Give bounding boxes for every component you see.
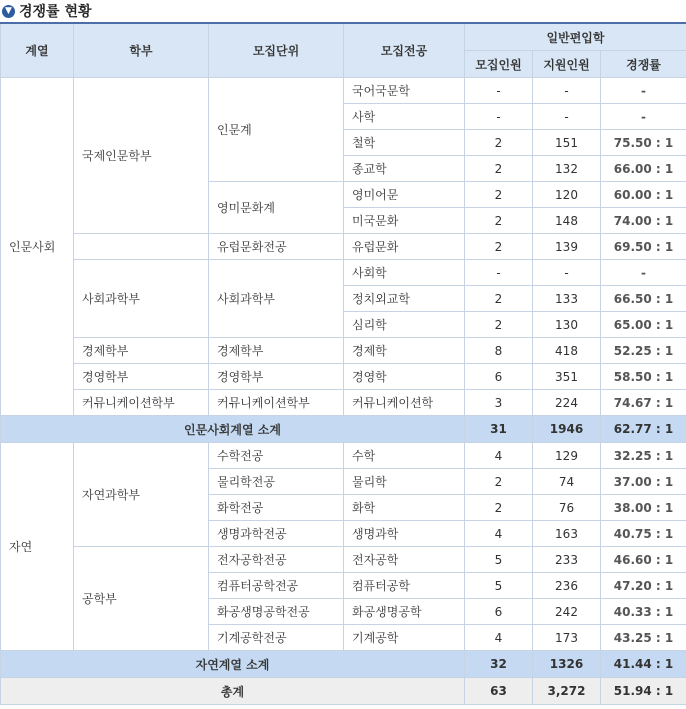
quota-cell: 2 <box>465 130 533 156</box>
quota-cell: - <box>465 104 533 130</box>
applicants-cell: 120 <box>533 182 601 208</box>
rate-cell: - <box>601 104 686 130</box>
applicants-cell: 130 <box>533 312 601 338</box>
major-cell: 전자공학 <box>344 547 465 573</box>
table-row <box>1 338 686 364</box>
unit-cell: 물리학전공 <box>209 469 344 495</box>
major-cell: 컴퓨터공학 <box>344 573 465 599</box>
unit-cell: 생명과학전공 <box>209 521 344 547</box>
subtotal-quota: 32 <box>465 651 533 678</box>
header-applicants: 지원인원 <box>533 51 601 78</box>
unit-cell: 기계공학전공 <box>209 625 344 651</box>
applicants-cell: - <box>533 104 601 130</box>
subtotal-rate: 62.77 : 1 <box>601 416 686 443</box>
total-row <box>1 678 686 705</box>
major-cell: 커뮤니케이션학 <box>344 390 465 416</box>
quota-cell: 2 <box>465 312 533 338</box>
major-cell: 경제학 <box>344 338 465 364</box>
quota-cell: 4 <box>465 443 533 469</box>
unit-cell: 전자공학전공 <box>209 547 344 573</box>
major-cell: 사학 <box>344 104 465 130</box>
rate-cell: 40.33 : 1 <box>601 599 686 625</box>
major-cell: 종교학 <box>344 156 465 182</box>
rate-cell: 75.50 : 1 <box>601 130 686 156</box>
faculty-cell-empty <box>74 234 209 260</box>
major-cell: 유럽문화 <box>344 234 465 260</box>
table-row <box>1 547 686 573</box>
rate-cell: 74.67 : 1 <box>601 390 686 416</box>
applicants-cell: 151 <box>533 130 601 156</box>
faculty-cell: 경제학부 <box>74 338 209 364</box>
quota-cell: 2 <box>465 286 533 312</box>
quota-cell: 8 <box>465 338 533 364</box>
rate-cell: 66.00 : 1 <box>601 156 686 182</box>
rate-cell: 43.25 : 1 <box>601 625 686 651</box>
header-faculty: 학부 <box>74 23 209 78</box>
faculty-cell: 사회과학부 <box>74 260 209 338</box>
major-cell: 화학 <box>344 495 465 521</box>
quota-cell: 6 <box>465 364 533 390</box>
subtotal-label: 자연계열 소계 <box>1 651 465 678</box>
faculty-cell: 공학부 <box>74 547 209 651</box>
rate-cell: 66.50 : 1 <box>601 286 686 312</box>
major-cell: 국어국문학 <box>344 78 465 104</box>
rate-cell: 60.00 : 1 <box>601 182 686 208</box>
quota-cell: 2 <box>465 469 533 495</box>
applicants-cell: 173 <box>533 625 601 651</box>
major-cell: 사회학 <box>344 260 465 286</box>
major-cell: 화공생명공학 <box>344 599 465 625</box>
unit-cell: 유럽문화전공 <box>209 234 344 260</box>
table-row <box>1 364 686 390</box>
applicants-cell: - <box>533 260 601 286</box>
rate-cell: - <box>601 260 686 286</box>
major-cell: 경영학 <box>344 364 465 390</box>
quota-cell: 3 <box>465 390 533 416</box>
applicants-cell: 76 <box>533 495 601 521</box>
unit-cell: 영미문화계 <box>209 182 344 234</box>
quota-cell: - <box>465 260 533 286</box>
quota-cell: 2 <box>465 234 533 260</box>
section-title: 경쟁률 현황 <box>19 4 92 20</box>
applicants-cell: 133 <box>533 286 601 312</box>
subtotal-row <box>1 651 686 678</box>
quota-cell: 5 <box>465 573 533 599</box>
quota-cell: 2 <box>465 182 533 208</box>
table-row <box>1 234 686 260</box>
category-cell: 인문사회 <box>1 78 74 416</box>
major-cell: 기계공학 <box>344 625 465 651</box>
quota-cell: 4 <box>465 625 533 651</box>
faculty-cell: 자연과학부 <box>74 443 209 547</box>
unit-cell: 화학전공 <box>209 495 344 521</box>
rate-cell: - <box>601 78 686 104</box>
rate-cell: 40.75 : 1 <box>601 521 686 547</box>
rate-cell: 74.00 : 1 <box>601 208 686 234</box>
rate-cell: 47.20 : 1 <box>601 573 686 599</box>
total-applicants: 3,272 <box>533 678 601 705</box>
applicants-cell: 224 <box>533 390 601 416</box>
applicants-cell: - <box>533 78 601 104</box>
major-cell: 영미어문 <box>344 182 465 208</box>
table-row <box>1 390 686 416</box>
applicants-cell: 418 <box>533 338 601 364</box>
table-row <box>1 260 686 286</box>
unit-cell: 인문계 <box>209 78 344 182</box>
subtotal-row <box>1 416 686 443</box>
applicants-cell: 242 <box>533 599 601 625</box>
applicants-cell: 129 <box>533 443 601 469</box>
quota-cell: 6 <box>465 599 533 625</box>
quota-cell: 2 <box>465 208 533 234</box>
section-header <box>0 0 686 22</box>
table-row <box>1 443 686 469</box>
applicants-cell: 74 <box>533 469 601 495</box>
unit-cell: 수학전공 <box>209 443 344 469</box>
rate-cell: 65.00 : 1 <box>601 312 686 338</box>
major-cell: 미국문화 <box>344 208 465 234</box>
major-cell: 생명과학 <box>344 521 465 547</box>
subtotal-rate: 41.44 : 1 <box>601 651 686 678</box>
total-label: 총계 <box>1 678 465 705</box>
faculty-cell: 경영학부 <box>74 364 209 390</box>
subtotal-applicants: 1326 <box>533 651 601 678</box>
applicants-cell: 236 <box>533 573 601 599</box>
header-rate: 경쟁률 <box>601 51 686 78</box>
competition-rate-table <box>0 22 686 705</box>
quota-cell: 4 <box>465 521 533 547</box>
header-group-transfer: 일반편입학 <box>465 23 686 51</box>
rate-cell: 38.00 : 1 <box>601 495 686 521</box>
applicants-cell: 351 <box>533 364 601 390</box>
table-row <box>1 78 686 104</box>
unit-cell: 컴퓨터공학전공 <box>209 573 344 599</box>
header-quota: 모집인원 <box>465 51 533 78</box>
rate-cell: 69.50 : 1 <box>601 234 686 260</box>
unit-cell: 경영학부 <box>209 364 344 390</box>
unit-cell: 경제학부 <box>209 338 344 364</box>
unit-cell: 커뮤니케이션학부 <box>209 390 344 416</box>
total-rate: 51.94 : 1 <box>601 678 686 705</box>
major-cell: 심리학 <box>344 312 465 338</box>
subtotal-label: 인문사회계열 소계 <box>1 416 465 443</box>
chevron-down-circle-icon: ▼ <box>2 5 15 18</box>
header-unit: 모집단위 <box>209 23 344 78</box>
header-category: 계열 <box>1 23 74 78</box>
quota-cell: 2 <box>465 495 533 521</box>
major-cell: 정치외교학 <box>344 286 465 312</box>
applicants-cell: 148 <box>533 208 601 234</box>
applicants-cell: 132 <box>533 156 601 182</box>
rate-cell: 58.50 : 1 <box>601 364 686 390</box>
faculty-cell: 국제인문학부 <box>74 78 209 234</box>
subtotal-quota: 31 <box>465 416 533 443</box>
unit-cell: 사회과학부 <box>209 260 344 338</box>
rate-cell: 52.25 : 1 <box>601 338 686 364</box>
major-cell: 철학 <box>344 130 465 156</box>
major-cell: 수학 <box>344 443 465 469</box>
faculty-cell: 커뮤니케이션학부 <box>74 390 209 416</box>
applicants-cell: 139 <box>533 234 601 260</box>
total-quota: 63 <box>465 678 533 705</box>
applicants-cell: 163 <box>533 521 601 547</box>
applicants-cell: 233 <box>533 547 601 573</box>
rate-cell: 32.25 : 1 <box>601 443 686 469</box>
rate-cell: 37.00 : 1 <box>601 469 686 495</box>
subtotal-applicants: 1946 <box>533 416 601 443</box>
quota-cell: - <box>465 78 533 104</box>
quota-cell: 2 <box>465 156 533 182</box>
category-cell: 자연 <box>1 443 74 651</box>
rate-cell: 46.60 : 1 <box>601 547 686 573</box>
unit-cell: 화공생명공학전공 <box>209 599 344 625</box>
major-cell: 물리학 <box>344 469 465 495</box>
header-major: 모집전공 <box>344 23 465 78</box>
quota-cell: 5 <box>465 547 533 573</box>
